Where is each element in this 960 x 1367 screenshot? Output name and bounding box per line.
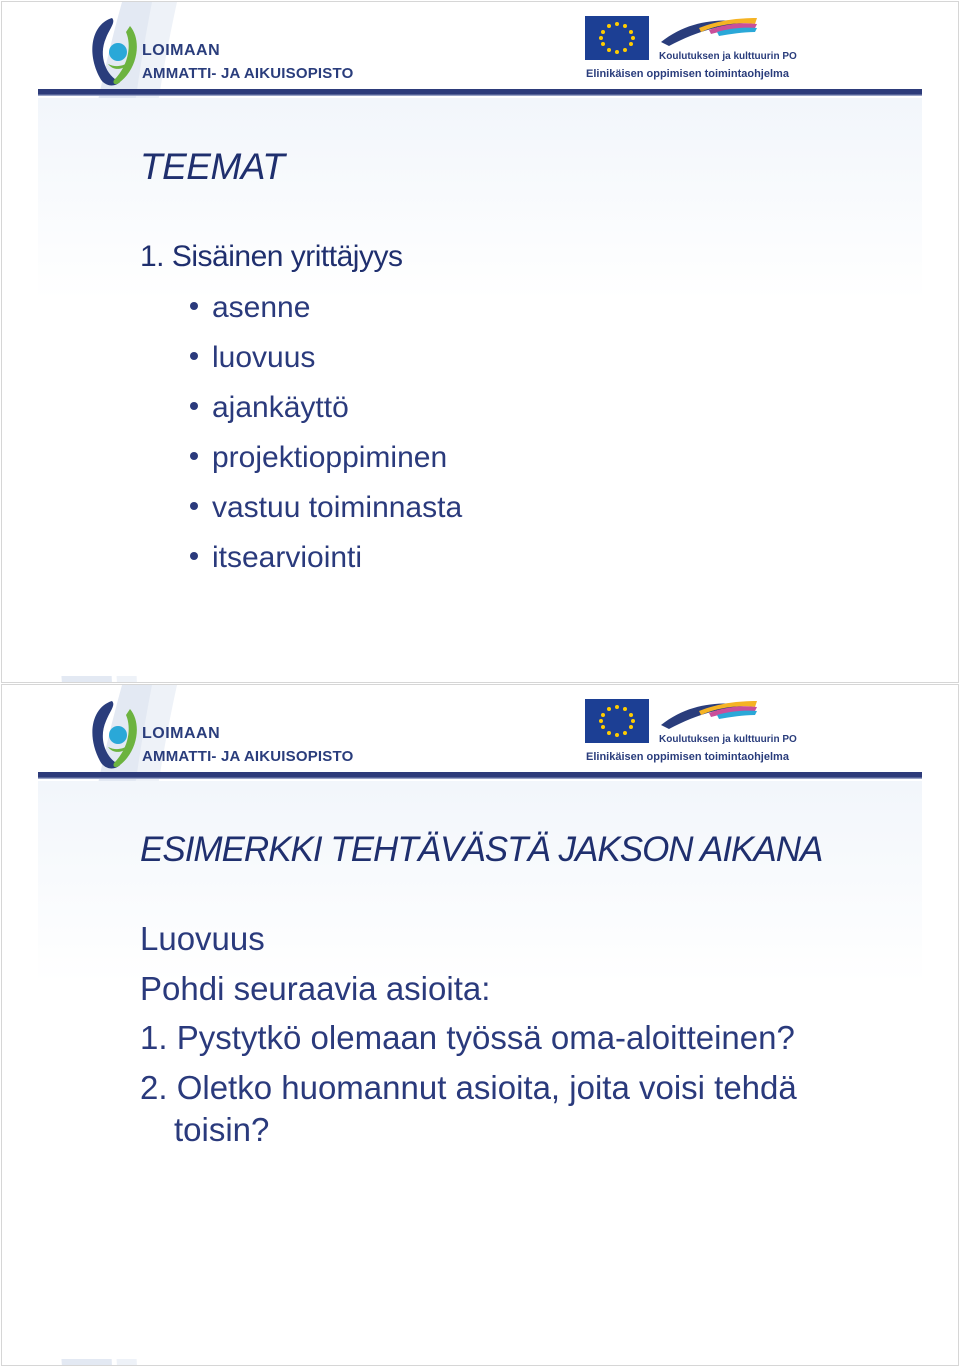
org-logo [86, 12, 376, 88]
slide-2-topic: Luovuus [140, 920, 265, 957]
list-item [190, 540, 462, 590]
bullet-text: luovuus [212, 341, 316, 374]
slide-1-title: TEEMAT [140, 146, 285, 187]
slide-2-question-2-continued: toisin? [174, 1111, 270, 1148]
slide-1-bullet-list [190, 290, 462, 590]
lifelong-learning-swoosh-icon [659, 16, 759, 50]
bullet-text: vastuu toiminnasta [212, 491, 463, 524]
lifelong-learning-swoosh-icon [659, 699, 759, 733]
bullet-icon [190, 452, 198, 460]
list-item [190, 290, 462, 340]
org-logo [86, 695, 376, 771]
bullet-icon [190, 402, 198, 410]
eu-program-line1: Koulutuksen ja kulttuurin PO [659, 734, 797, 745]
list-item [190, 440, 462, 490]
eu-flag-icon [585, 699, 649, 743]
org-name-line1: LOIMAAN [142, 725, 221, 742]
slide-2-title: ESIMERKKI TEHTÄVÄSTÄ JAKSON AIKANA [140, 830, 823, 869]
bullet-text: projektioppiminen [212, 441, 448, 474]
eu-program-line2: Elinikäisen oppimisen toimintaohjelma [586, 68, 789, 80]
org-name-line2: AMMATTI- JA AIKUISOPISTO [142, 748, 354, 765]
eu-program-line2: Elinikäisen oppimisen toimintaohjelma [586, 751, 789, 763]
bullet-icon [190, 302, 198, 310]
eu-program-line1: Koulutuksen ja kulttuurin PO [659, 51, 797, 62]
bullet-icon [190, 352, 198, 360]
loimaa-logo-icon [86, 699, 142, 771]
slide-1-heading: 1. Sisäinen yrittäjyys [140, 240, 403, 273]
eu-program-logo [585, 697, 800, 767]
slide-2-question-2: 2. Oletko huomannut asioita, joita voisi tehdä [140, 1069, 797, 1106]
org-name-line2: AMMATTI- JA AIKUISOPISTO [142, 65, 354, 82]
list-item [190, 490, 462, 540]
eu-program-logo [585, 14, 800, 84]
list-item [190, 390, 462, 440]
bullet-text: ajankäyttö [212, 391, 349, 424]
org-name-line1: LOIMAAN [142, 42, 221, 59]
eu-flag-icon [585, 16, 649, 60]
list-item [190, 340, 462, 390]
slide-1 [1, 1, 959, 683]
bullet-icon [190, 552, 198, 560]
bullet-text: asenne [212, 291, 311, 324]
slide-2-question-1: 1. Pystytkö olemaan työssä oma-aloitteinen? [140, 1019, 795, 1056]
bullet-text: itsearviointi [212, 541, 363, 574]
header-rule [38, 89, 922, 96]
slide-2-instruction: Pohdi seuraavia asioita: [140, 970, 491, 1007]
bullet-icon [190, 502, 198, 510]
loimaa-logo-icon [86, 16, 142, 88]
header-rule [38, 772, 922, 779]
